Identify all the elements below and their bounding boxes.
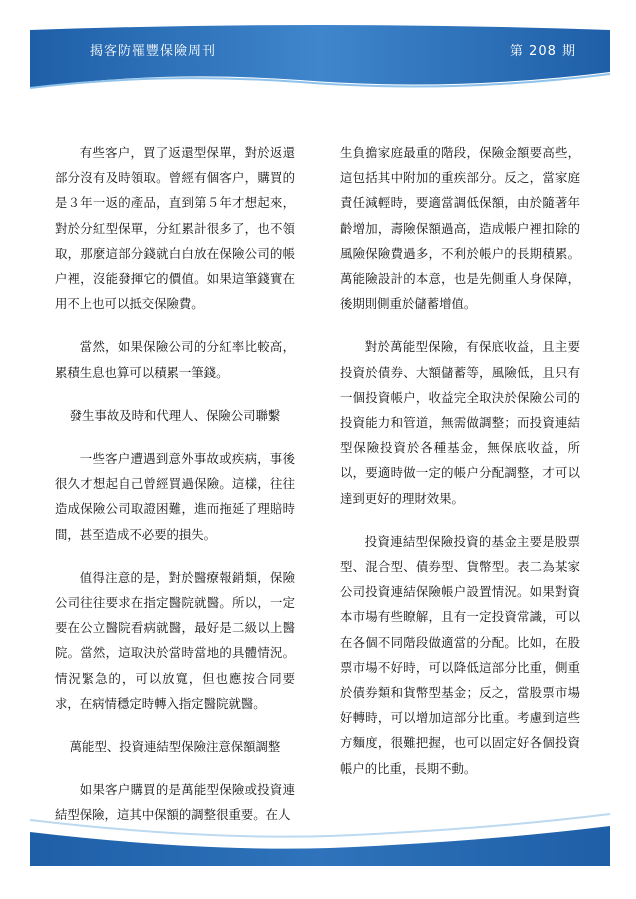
paragraph: 投資連結型保險投資的基金主要是股票型、混合型、債券型、貨幣型。表二為某家公司投資連結保險帳户設置情況。如果對資本市場有些瞭解，且有一定投資常識，可以在各個不同階段做適當的分配。比如，在股票市場不好時，可以降低這部分比重，側重於債券類和貨幣型基金；反之，當股票市場好轉時，可以增加這部分比重。考慮到這些方麵度，很難把握，也可以固定好各個投資帳户的比重，長期不動。 [340, 533, 580, 776]
paragraph: 值得注意的是，對於醫療報銷類，保險公司往往要求在指定醫院就醫。所以，一定要在公立醫院看病就醫，最好是二級以上醫院。當然，這取決於當時當地的具體情況。情況緊急的，可以放寬，但也應按合同要求，在病情穩定時轉入指定醫院就醫。 [55, 569, 295, 711]
left-column [55, 140, 295, 846]
paragraph: 當然，如果保險公司的分紅率比較高，累積生息也算可以積累一筆錢。 [55, 339, 295, 380]
paragraph: 對於萬能型保險，有保底收益，且主要投資於債券、大額儲蓄等，風險低，且只有一個投資帳户，收益完全取決於保險公司的投資能力和管道，無需做調整；而投資連結型保險投資於各種基金，無保底收益，所以，要適時做一定的帳户分配調整，才可以達到更好的理財效果。 [340, 339, 580, 506]
section-heading: 發生事故及時和代理人、保險公司聯繫 [69, 407, 281, 423]
issue-number: 第 208 期 [509, 44, 576, 59]
paragraph: 一些客户遭遇到意外事故或疾病，事後很久才想起自己曾經買過保險。這樣，往往造成保險公司取證困難，進而拖延了理賠時間，甚至造成不必要的損失。 [55, 451, 295, 542]
paragraph: 如果客户購買的是萬能型保險或投資連結型保險，這其中保額的調整很重要。在人 [55, 782, 295, 823]
section-heading: 萬能型、投資連結型保險注意保額調整 [69, 739, 281, 755]
paragraph: 生負擔家庭最重的階段，保險金額要高些，這包括其中附加的重疾部分。反之，當家庭責任減輕時，要適當調低保額，由於隨著年齡增加，壽險保額過高，造成帳户裡扣除的風險保險費過多，不利於帳户的長期積累。萬能險設計的本意，也是先側重人身保障，後期則側重於儲蓄增值。 [340, 145, 580, 312]
footer-banner [0, 800, 636, 899]
paragraph: 有些客户，買了返還型保單，對於返還部分沒有及時領取。曾經有個客户，購買的是３年一返的產品，直到第５年才想起來，對於分紅型保單，分紅累計很多了，也不領取，那麼這部分錢就白白放在保險公司的帳户裡，沒能發揮它的價值。如果這筆錢實在用不上也可以抵交保險費。 [55, 145, 295, 312]
right-column [340, 140, 580, 799]
publication-name: 揭客防罹豐保險周刊 [90, 44, 217, 59]
